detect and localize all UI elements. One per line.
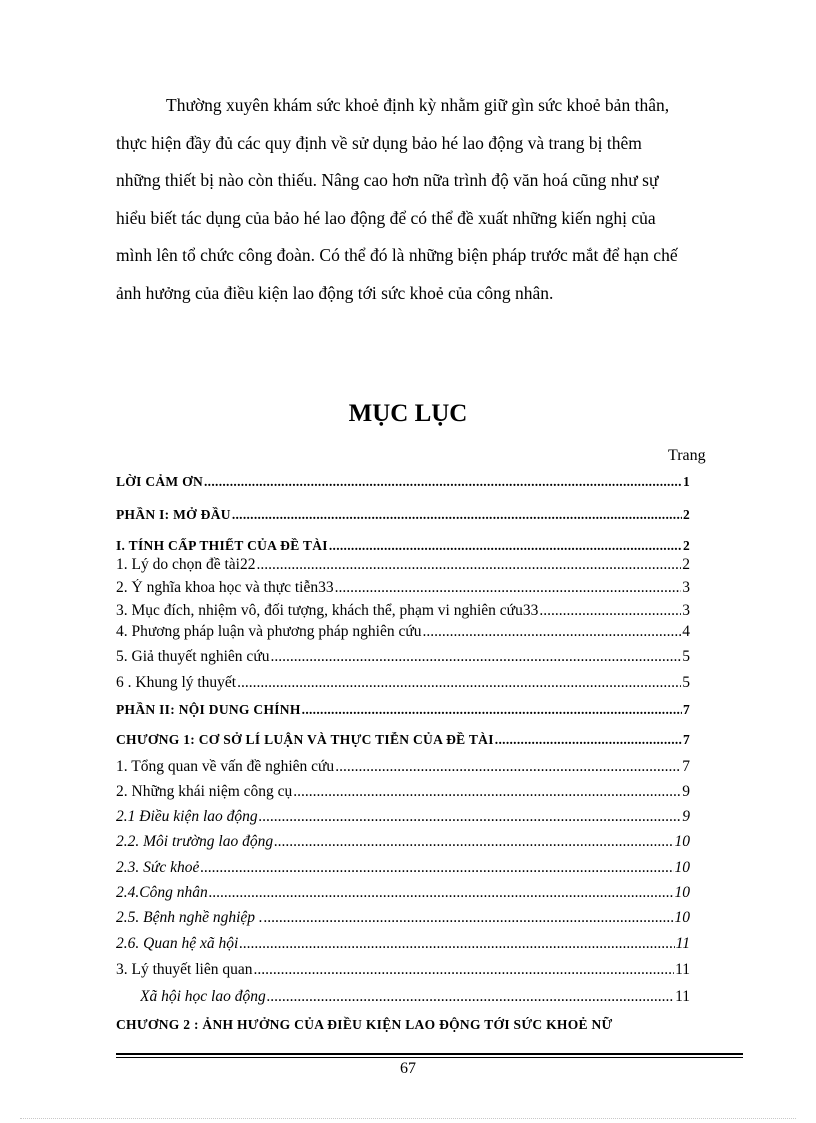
toc-leader-dots: [302, 702, 682, 718]
toc-leader-dots: [335, 579, 682, 597]
toc-entry-dieu-kien[interactable]: [116, 808, 690, 826]
footer-rule: [116, 1053, 743, 1055]
toc-leader-dots: [274, 833, 673, 851]
paragraph-line: thực hiện đầy đủ các quy định về sử dụng bảo hé lao động và trang bị thêm: [116, 132, 642, 153]
paragraph-line: những thiết bị nào còn thiếu. Nâng cao hơn nữa trình độ văn hoá cũng như sự: [116, 170, 659, 190]
toc-entry-label: 2.5. Bệnh nghề nghiệp .: [116, 909, 263, 926]
toc-leader-dots: [335, 758, 681, 776]
toc-leader-dots: [256, 556, 681, 574]
toc-entry-moi-truong[interactable]: [116, 833, 690, 851]
toc-entry-label: 2.3. Sức khoẻ: [116, 859, 200, 876]
toc-entry-ly-thuyet-lien-quan[interactable]: [116, 961, 690, 979]
toc-entry-label: 2.2. Môi trường lao động: [116, 833, 274, 850]
toc-entry-chuong-2[interactable]: CHƯƠNG 2 : ẢNH HƯỞNG CỦA ĐIỀU KIỆN LAO ĐỘNG TỚI SỨC KHOẺ NỮ: [116, 1017, 613, 1032]
toc-entry-page: 2: [682, 538, 690, 553]
footer-rule-thin: [116, 1057, 743, 1058]
toc-entry-phan-1[interactable]: [116, 507, 690, 523]
toc-entry-tinh-cap-thiet[interactable]: [116, 538, 690, 554]
toc-leader-dots: [239, 935, 674, 953]
toc-entry-page: 1: [682, 474, 690, 489]
toc-leader-dots: [264, 909, 674, 927]
toc-leader-dots: [204, 474, 682, 490]
toc-page-label: Trang: [668, 447, 706, 464]
toc-entry-page: 7: [682, 702, 690, 717]
toc-entry-label: I. TÍNH CẤP THIẾT CỦA ĐỀ TÀI: [116, 538, 328, 553]
toc-leader-dots: [267, 988, 674, 1006]
toc-leader-dots: [422, 623, 681, 641]
toc-entry-label: 2.6. Quan hệ xã hội: [116, 935, 239, 952]
toc-entry-page: 9: [682, 783, 690, 800]
toc-entry-page: 3: [682, 579, 690, 596]
toc-entry-label: 5. Giả thuyết nghiên cứu: [116, 648, 270, 665]
toc-entry-label: 2. Những khái niệm công cụ: [116, 783, 293, 800]
toc-entry-label: PHẦN II: NỘI DUNG CHÍNH: [116, 702, 301, 717]
toc-leader-dots: [232, 507, 682, 523]
toc-entry-page: 11: [675, 961, 690, 978]
toc-leader-dots: [539, 602, 681, 620]
toc-entry-label: 1. Lý do chọn đề tài22: [116, 556, 256, 573]
toc-entry-label: CHƯƠNG 1: CƠ SỞ LÍ LUẬN VÀ THỰC TIỄN CỦA ĐỀ TÀI: [116, 732, 494, 747]
toc-entry-xa-hoi-hoc-lao-dong[interactable]: [140, 988, 690, 1006]
toc-entry-page: 10: [674, 859, 690, 876]
toc-entry-muc-dich[interactable]: [116, 602, 690, 620]
toc-entry-tong-quan[interactable]: [116, 758, 690, 776]
toc-entry-phan-2[interactable]: [116, 702, 690, 718]
toc-entry-quan-he-xa-hoi[interactable]: [116, 935, 690, 953]
toc-entry-label: 2. Ý nghĩa khoa học và thực tiễn33: [116, 579, 334, 596]
toc-entry-page: 9: [682, 808, 690, 825]
toc-entry-label: 2.4.Công nhân: [116, 884, 208, 901]
toc-entry-cong-nhan[interactable]: [116, 884, 690, 902]
toc-entry-y-nghia[interactable]: [116, 579, 690, 597]
toc-leader-dots: [253, 961, 674, 979]
toc-entry-phuong-phap[interactable]: [116, 623, 690, 641]
toc-leader-dots: [329, 538, 682, 554]
toc-entry-chuong-1[interactable]: [116, 732, 690, 748]
toc-entry-page: 5: [682, 648, 690, 665]
toc-entry-page: 5: [682, 674, 690, 691]
toc-entry-label: 3. Lý thuyết liên quan: [116, 961, 253, 978]
toc-leader-dots: [200, 859, 673, 877]
toc-entry-page: 3: [682, 602, 690, 619]
toc-leader-dots: [495, 732, 682, 748]
paragraph-line: ảnh hưởng của điều kiện lao động tới sức khoẻ của công nhân.: [116, 282, 554, 303]
toc-entry-label: PHẦN I: MỞ ĐẦU: [116, 507, 231, 522]
paragraph-line: mình lên tổ chức công đoàn. Có thể đó là những biện pháp trước mắt để hạn chế: [116, 245, 678, 265]
page-number: 67: [400, 1060, 416, 1077]
toc-entry-khung-ly-thuyet[interactable]: [116, 674, 690, 692]
toc-title: MỤC LỤC: [348, 400, 468, 427]
toc-entry-label: LỜI CẢM ƠN: [116, 474, 203, 489]
toc-entry-suc-khoe[interactable]: [116, 859, 690, 877]
toc-entry-label: 6 . Khung lý thuyết: [116, 674, 237, 691]
toc-entry-ly-do[interactable]: [116, 556, 690, 574]
toc-entry-page: 2: [682, 556, 690, 573]
body-paragraph: [116, 87, 746, 312]
toc-entry-label: 3. Mục đích, nhiệm vô, đối tượng, khách thể, phạm vi nghiên cứu33: [116, 602, 539, 619]
toc-leader-dots: [293, 783, 681, 801]
toc-leader-dots: [209, 884, 674, 902]
toc-entry-label: 4. Phương pháp luận và phương pháp nghiên cứu: [116, 623, 422, 640]
toc-entry-page: 7: [682, 758, 690, 775]
toc-leader-dots: [270, 648, 681, 666]
toc-entry-khai-niem[interactable]: [116, 783, 690, 801]
toc-entry-label: 1. Tổng quan về vấn đề nghiên cứu: [116, 758, 335, 775]
toc-entry-benh-nghe-nghiep[interactable]: [116, 909, 690, 927]
toc-entry-page: 2: [682, 507, 690, 522]
toc-entry-page: 10: [674, 909, 690, 926]
toc-entry-page: 10: [674, 884, 690, 901]
toc-leader-dots: [237, 674, 681, 692]
toc-leader-dots: [259, 808, 682, 826]
toc-entry-page: 10: [674, 833, 690, 850]
toc-entry-page: 7: [682, 732, 690, 747]
paragraph-line: hiểu biết tác dụng của bảo hé lao động để có thể đề xuất những kiến nghị của: [116, 207, 656, 228]
toc-entry-loi-cam-on[interactable]: [116, 474, 690, 490]
page-edge: [20, 1118, 796, 1119]
toc-entry-page: 11: [675, 988, 690, 1005]
toc-entry-page: 4: [682, 623, 690, 640]
toc-entry-label: Xã hội học lao động: [140, 988, 266, 1005]
toc-entry-gia-thuyet[interactable]: [116, 648, 690, 666]
toc-entry-label: 2.1 Điều kiện lao động: [116, 808, 258, 825]
paragraph-line: Thường xuyên khám sức khoẻ định kỳ nhằm giữ gìn sức khoẻ bản thân,: [166, 95, 670, 115]
toc-entry-page: 11: [675, 935, 690, 952]
